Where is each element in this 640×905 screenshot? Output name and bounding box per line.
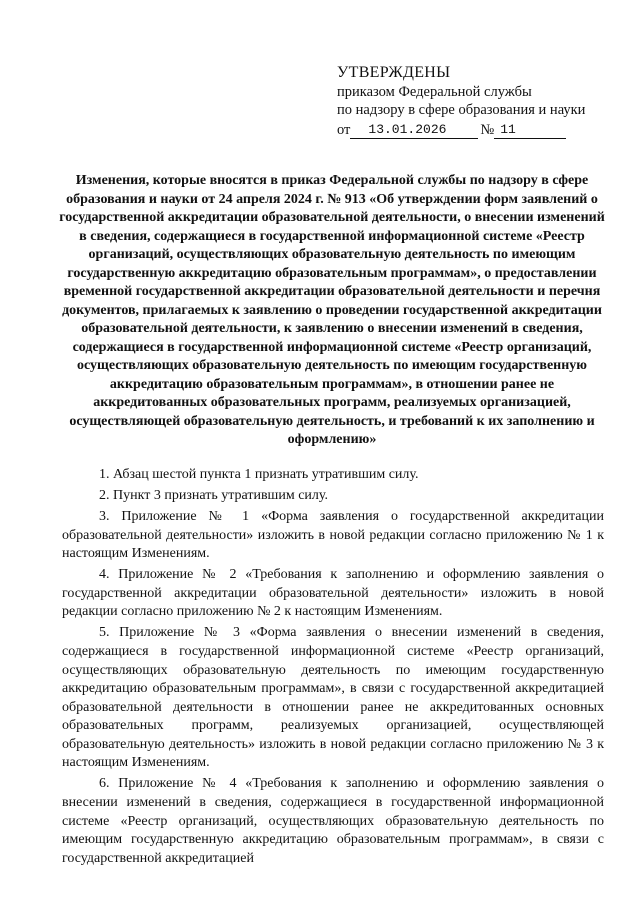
paragraph-3: 3. Приложение № 1 «Форма заявления о государственной аккредитации образовательной деятельности» изложить в новой редакции согласно приложению № 1 к настоящим Изменениям. bbox=[62, 508, 604, 562]
document-title: Изменения, которые вносятся в приказ Федеральной службы по надзору в сфере образования и науки от 24 апреля 2024 г. № 913 «Об утверждении форм заявлений о государственной аккредитации образовательной деятельности, о внесении изменений в сведения, содержащиеся в государственной информационной системе «Реестр организаций, осуществляющих образовательную деятельность по имеющим государственную аккредитацию образовательным программам», о предоставлении временной государственной аккредитации образовательной деятельности и перечня документов, прилагаемых к заявлению о проведении государственной аккредитации образовательной деятельности, к заявлению о внесении изменений в сведения, содержащиеся в государственной информационной системе «Реестр организаций, осуществляющих образовательную деятельность по имеющим государственную аккредитацию образовательным программам», в отношении ранее не аккредитованных образовательных программ, реализуемых организацией, осуществляющей образовательную деятельность, и требований к их заполнению и оформлению» bbox=[59, 173, 605, 447]
approval-heading: УТВЕРЖДЕНЫ bbox=[337, 64, 451, 81]
order-number: 11 bbox=[494, 122, 566, 139]
paragraph-4: 4. Приложение № 2 «Требования к заполнению и оформлению заявления о государственной аккредитации образовательной деятельности» изложить в новой редакции согласно приложению № 2 к настоящим Изменениям. bbox=[62, 567, 604, 620]
paragraph-6: 6. Приложение № 4 «Требования к заполнению и оформлению заявления о внесении изменений в сведения, содержащиеся в государственной информационной системе «Реестр организаций, осуществляющих образовательную деятельность по имеющим государственную аккредитацию образовательным программам», в связи с государственной аккредитацией bbox=[62, 776, 604, 866]
paragraph-1: 1. Абзац шестой пункта 1 признать утратившим силу. bbox=[99, 467, 419, 482]
paragraph-5: 5. Приложение № 3 «Форма заявления о внесении изменений в сведения, содержащиеся в государственной информационной системе «Реестр организаций, осуществляющих образовательную деятельность по имеющим государственную аккредитацию образовательным программам», в связи с государственной аккредитацией образовательной деятельности в отношении ранее не аккредитованных основных образовательных программ, реализуемых организацией, осуществляющей образовательную деятельность» изложить в новой редакции согласно приложению № 3 к настоящим Изменениям. bbox=[62, 625, 604, 771]
date-prefix: от bbox=[337, 122, 351, 138]
approval-line-2: по надзору в сфере образования и науки bbox=[337, 102, 586, 118]
approval-line-1: приказом Федеральной службы bbox=[337, 84, 532, 100]
document-body bbox=[62, 466, 604, 871]
paragraph-2: 2. Пункт 3 признать утратившим силу. bbox=[99, 487, 328, 503]
order-date: 13.01.2026 bbox=[350, 122, 478, 139]
approval-date-line bbox=[337, 121, 607, 139]
number-sign: № bbox=[480, 122, 495, 138]
approval-stamp bbox=[337, 64, 607, 139]
